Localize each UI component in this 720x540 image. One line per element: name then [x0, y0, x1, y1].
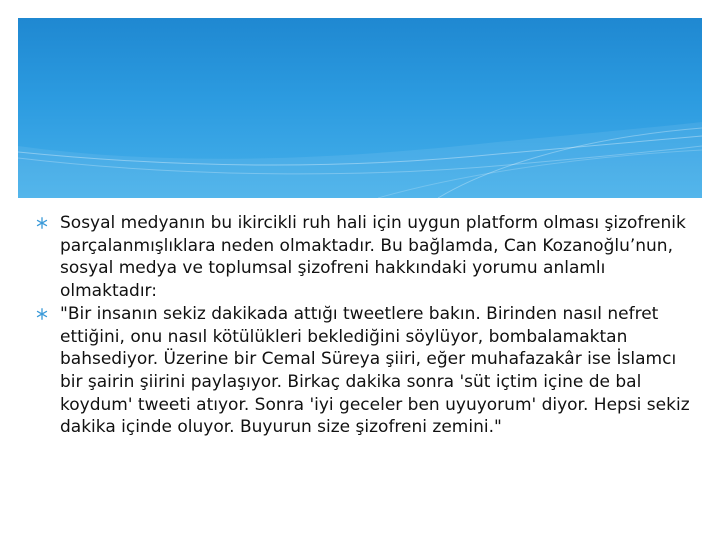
bullet-list	[36, 212, 696, 439]
bullet-item	[36, 303, 696, 439]
bullet-text: "Bir insanın sekiz dakikada attığı tweetlere bakın. Birinden nasıl nefret ettiğini, onu nasıl kötülükleri beklediğini söylüyor, bombalamaktan bahsediyor. Üzerine bir Cemal Süreya şiiri, eğer muhafazakâr ise İslamcı bir şairin şiirini paylaşıyor. Birkaç dakika sonra 'süt içtim içine de bal koydum' tweeti atıyor. Sonra 'iyi geceler ben uyuyorum' diyor. Hepsi sekiz dakika içinde oluyor. Buyurun size şizofreni zemini."	[60, 303, 690, 438]
bullet-item	[36, 212, 696, 303]
asterisk-bullet-icon	[36, 217, 48, 229]
bullet-text: Sosyal medyanın bu ikircikli ruh hali için uygun platform olması şizofrenik parçalanmışlıklara neden olmaktadır. Bu bağlamda, Can Kozanoğlu’nun, sosyal medya ve toplumsal şizofreni hakkındaki yorumu anlamlı olmaktadır:	[60, 213, 686, 302]
asterisk-bullet-icon	[36, 308, 48, 320]
banner-wave-decoration	[18, 18, 702, 198]
header-banner	[18, 18, 702, 198]
